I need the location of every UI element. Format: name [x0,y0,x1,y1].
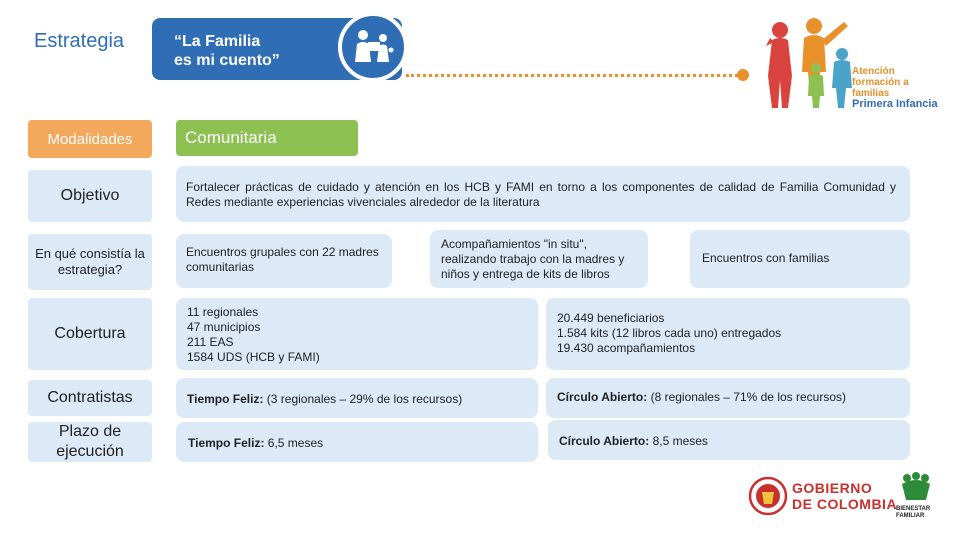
contratistas-right [546,378,910,418]
contratistas-left [176,378,538,418]
cobertura-right-line: 19.430 acompañamientos [557,341,696,355]
plazo-detail: 6,5 meses [264,436,324,450]
bienestar-text: BIENESTAR FAMILIAR [896,506,931,519]
label-en-que-consistia: En qué consistía la estrategia? [28,234,152,290]
plazo-left [176,422,538,462]
coat-of-arms-icon [748,476,788,516]
estrategia-item-3: Encuentros con familias [690,230,910,288]
label-cobertura: Cobertura [28,298,152,370]
gobierno-text: GOBIERNO DE COLOMBIA [792,480,898,512]
cobertura-left-line: 1584 UDS (HCB y FAMI) [187,350,320,364]
gobierno-colombia-logo [748,470,938,526]
reading-family-icon [338,12,408,82]
family-figures-icon [764,16,860,112]
bienestar-familiar-icon [898,472,934,502]
strategy-banner [152,18,402,80]
estrategia-item-1: Encuentros grupales con 22 madres comunitarias [176,234,392,288]
contratista-detail: (8 regionales – 71% de los recursos) [647,390,847,404]
cobertura-left-line: 211 EAS [187,335,234,349]
dotted-divider [406,74,738,77]
logo-top-text: Atención formación a familias Primera Infancia [852,66,938,110]
divider-end-dot [737,69,749,81]
cobertura-right [546,298,910,370]
plazo-detail: 8,5 meses [649,434,708,448]
atencion-familias-logo [764,16,940,112]
label-objetivo: Objetivo [28,170,152,222]
page-title: Estrategia [34,30,125,52]
label-contratistas: Contratistas [28,380,152,416]
contratista-name: Tiempo Feliz: [188,436,265,450]
banner-text: “La Familia es mi cuento” [174,33,280,69]
cobertura-right-line: 1.584 kits (12 libros cada uno) entregados [557,326,782,340]
cobertura-right-line: 20.449 beneficiarios [557,311,665,325]
objetivo-text: Fortalecer prácticas de cuidado y atención en los HCB y FAMI en torno a los componentes de calidad de Familia Comunidad y Redes mediante experiencias vivenciales alrededor de la literatura [176,166,910,222]
label-modalidades: Modalidades [28,120,152,158]
plazo-right [548,420,910,460]
contratista-detail: (3 regionales – 29% de los recursos) [263,392,463,406]
cobertura-left-line: 47 municipios [187,320,261,334]
cobertura-left [176,298,538,370]
contratista-name: Tiempo Feliz: [187,392,264,406]
label-plazo: Plazo de ejecución [28,422,152,462]
contratista-name: Círculo Abierto: [557,390,648,404]
contratista-name: Círculo Abierto: [559,434,650,448]
modalidad-value: Comunitaria [176,120,358,156]
estrategia-item-2: Acompañamientos "in situ", realizando trabajo con la madres y niños y entrega de kits de libros [430,230,648,288]
cobertura-left-line: 11 regionales [187,305,259,319]
